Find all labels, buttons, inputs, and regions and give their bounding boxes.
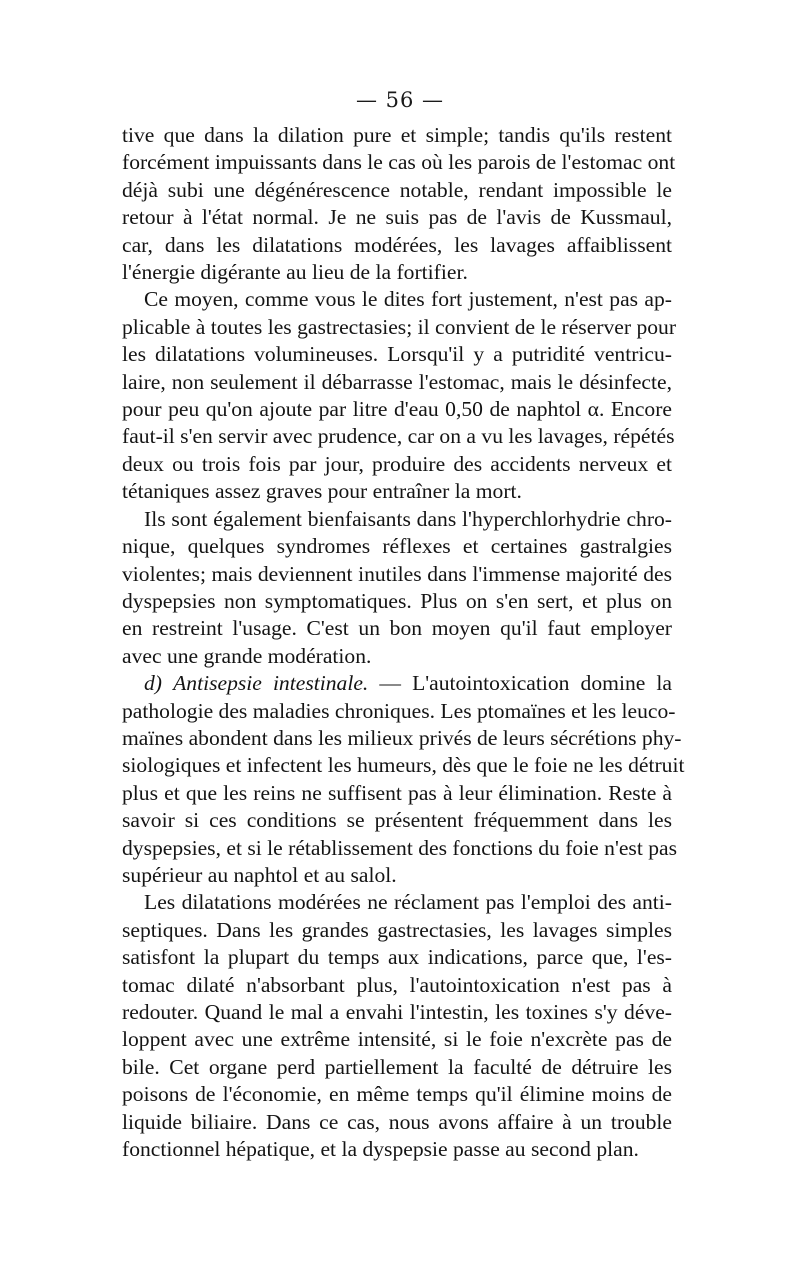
text-line: satisfont la plupart du temps aux indications, parce que, l'es- xyxy=(122,945,672,970)
text-line: savoir si ces conditions se présentent fréquemment dans les xyxy=(122,808,672,833)
text-line: deux ou trois fois par jour, produire des accidents nerveux et xyxy=(122,451,672,476)
text-line: pathologie des maladies chroniques. Les ptomaïnes et les leuco- xyxy=(122,698,676,723)
paragraph xyxy=(122,670,685,889)
text-line: dyspepsies, et si le rétablissement des fonctions du foie n'est pas xyxy=(122,835,678,860)
text-line: Les dilatations modérées ne réclament pas l'emploi des anti- xyxy=(144,890,672,915)
text-line: plus et que les reins ne suffisent pas à leur élimination. Reste à xyxy=(122,780,672,805)
text-line: violentes; mais deviennent inutiles dans l'immense majorité des xyxy=(122,561,672,586)
text-line: fonctionnel hépatique, et la dyspepsie passe au second plan. xyxy=(122,1137,639,1162)
text-line: dyspepsies non symptomatiques. Plus on s'en sert, et plus on xyxy=(122,588,672,613)
paragraph xyxy=(122,122,676,286)
page-number: — 56 — xyxy=(355,88,445,112)
paragraph xyxy=(122,506,672,670)
text-line: forcément impuissants dans le cas où les parois de l'estomac ont xyxy=(122,150,676,175)
text-line: liquide biliaire. Dans ce cas, nous avons affaire à un trouble xyxy=(122,1109,672,1134)
text-line: Ils sont également bienfaisants dans l'hyperchlorhydrie chro- xyxy=(144,506,672,531)
text-line: faut-il s'en servir avec prudence, car on a vu les lavages, répétés xyxy=(122,424,675,449)
text-line: tomac dilaté n'absorbant plus, l'autointoxication n'est pas à xyxy=(122,972,672,997)
text-line: tétaniques assez graves pour entraîner la mort. xyxy=(122,479,522,504)
text-line: d) Antisepsie intestinale. — L'autointoxication domine la xyxy=(144,671,672,696)
text-line: en restreint l'usage. C'est un bon moyen qu'il faut employer xyxy=(122,616,672,641)
text-line: l'énergie digérante au lieu de la fortifier. xyxy=(122,260,468,285)
text-line: car, dans les dilatations modérées, les lavages affaiblissent xyxy=(122,232,672,257)
text-line: poisons de l'économie, en même temps qu'il élimine moins de xyxy=(122,1082,672,1107)
section-title: Antisepsie intestinale. xyxy=(173,671,369,696)
body-text xyxy=(122,122,685,1163)
text-line: retour à l'état normal. Je ne suis pas de l'avis de Kussmaul, xyxy=(122,205,672,230)
text-line: tive que dans la dilation pure et simple; tandis qu'ils restent xyxy=(122,123,672,147)
paragraph xyxy=(122,889,672,1163)
text-line: pour peu qu'on ajoute par litre d'eau 0,50 de naphtol α. Encore xyxy=(122,397,672,422)
text-line: laire, non seulement il débarrasse l'estomac, mais le désinfecte, xyxy=(122,369,672,394)
text-line: loppent avec une extrême intensité, si le foie n'excrète pas de xyxy=(122,1027,672,1052)
paragraph xyxy=(122,286,677,505)
text-line: plicable à toutes les gastrectasies; il convient de le réserver pour xyxy=(122,314,677,339)
text-line: septiques. Dans les grandes gastrectasies, les lavages simples xyxy=(122,917,672,942)
text-line: déjà subi une dégénérescence notable, rendant impossible le xyxy=(122,177,672,202)
text-line: nique, quelques syndromes réflexes et certaines gastralgies xyxy=(122,534,672,559)
text-line: supérieur au naphtol et au salol. xyxy=(122,862,397,887)
text-line: redouter. Quand le mal a envahi l'intestin, les toxines s'y déve- xyxy=(122,1000,672,1024)
text-line: les dilatations volumineuses. Lorsqu'il y a putridité ventricu- xyxy=(122,342,672,367)
text-line: siologiques et infectent les humeurs, dès que le foie ne les détruit xyxy=(122,753,685,778)
section-letter: d) xyxy=(144,671,162,696)
text-line: bile. Cet organe perd partiellement la faculté de détruire les xyxy=(122,1054,672,1079)
text-line: avec une grande modération. xyxy=(122,643,372,668)
text-line: maïnes abondent dans les milieux privés de leurs sécrétions phy- xyxy=(122,725,682,750)
text-line: Ce moyen, comme vous le dites fort justement, n'est pas ap- xyxy=(144,287,672,312)
